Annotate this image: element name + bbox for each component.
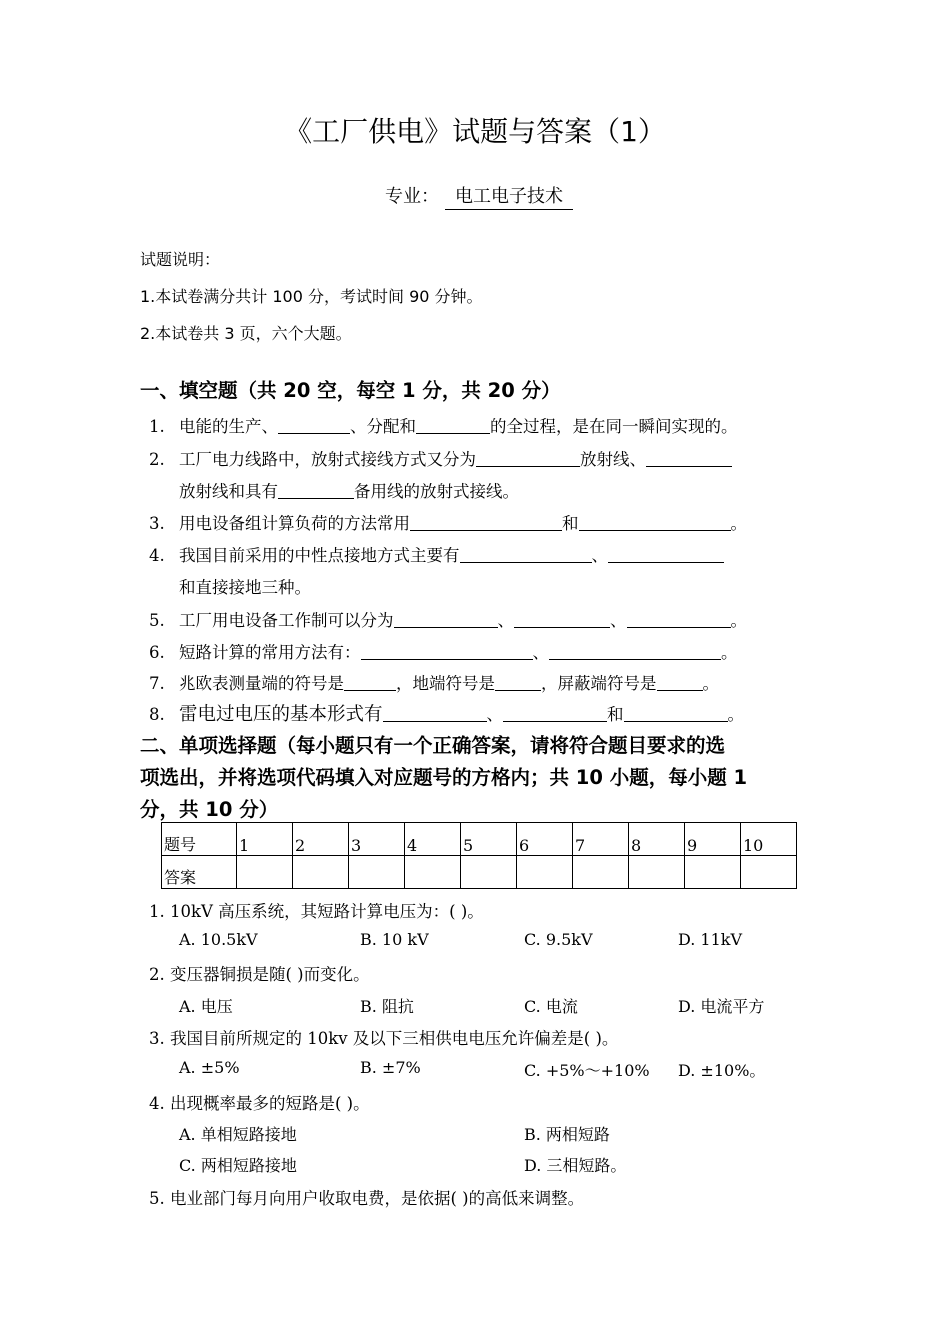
option: D. 三相短路。	[524, 1156, 627, 1175]
grid-number-cell: 6	[517, 823, 573, 856]
answer-blank[interactable]	[646, 450, 732, 467]
major-value: 电工电子技术	[445, 182, 573, 210]
section2-heading-line: 项选出，并将选项代码填入对应题号的方格内；共 10 小题，每小题 1	[140, 766, 748, 789]
answer-cell[interactable]	[461, 856, 517, 889]
answer-blank[interactable]	[549, 643, 721, 660]
fill-question-1: 1. 电能的生产、 、分配和 的全过程，是在同一瞬间实现的。	[149, 417, 738, 436]
question-number: 6.	[149, 643, 165, 662]
fill-question-8: 8. 雷电过电压的基本形式有 、 和 。	[149, 704, 745, 725]
option: B. 两相短路	[524, 1125, 610, 1144]
section1-heading: 一、填空题（共 20 空，每空 1 分，共 20 分）	[140, 379, 561, 402]
fill-question-2-continued: 放射线和具有 备用线的放射式接线。	[179, 482, 519, 501]
major-line	[385, 182, 573, 210]
option: C. 9.5kV	[524, 930, 593, 949]
answer-grid	[161, 822, 797, 889]
question-number: 4.	[149, 546, 165, 565]
fill-question-3: 3. 用电设备组计算负荷的方法常用 和 。	[149, 514, 747, 533]
answer-blank[interactable]	[495, 674, 541, 691]
answer-cell[interactable]	[405, 856, 461, 889]
section2-heading-line: 分，共 10 分）	[140, 798, 279, 821]
grid-number-cell: 4	[405, 823, 461, 856]
answer-blank[interactable]	[278, 482, 354, 499]
grid-row-answers	[162, 856, 797, 889]
answer-blank[interactable]	[278, 417, 350, 434]
fill-question-4-continued: 和直接接地三种。	[179, 578, 311, 597]
answer-blank[interactable]	[624, 705, 728, 722]
grid-row-numbers	[162, 823, 797, 856]
option: D. ±10%。	[678, 1061, 766, 1080]
option: B. 阻抗	[360, 997, 414, 1016]
answer-blank[interactable]	[460, 546, 592, 563]
answer-cell[interactable]	[517, 856, 573, 889]
option: A. 单相短路接地	[179, 1125, 297, 1144]
grid-answer-label: 答案	[162, 856, 237, 889]
answer-blank[interactable]	[608, 546, 724, 563]
answer-blank[interactable]	[627, 611, 731, 628]
mc-question-3: 3. 我国目前所规定的 10kv 及以下三相供电电压允许偏差是( )。	[149, 1029, 619, 1048]
question-number: 5.	[149, 611, 165, 630]
answer-blank[interactable]	[476, 450, 580, 467]
section2-heading-line: 二、单项选择题（每小题只有一个正确答案，请将符合题目要求的选	[140, 734, 726, 757]
option: C. +5%～+10%	[524, 1061, 650, 1080]
answer-cell[interactable]	[293, 856, 349, 889]
answer-cell[interactable]	[349, 856, 405, 889]
answer-cell[interactable]	[685, 856, 741, 889]
option: C. 电流	[524, 997, 578, 1016]
instruction-item: 2.本试卷共 3 页，六个大题。	[140, 324, 352, 343]
answer-cell[interactable]	[573, 856, 629, 889]
grid-number-cell: 8	[629, 823, 685, 856]
question-number: 1.	[149, 417, 165, 436]
fill-question-5: 5. 工厂用电设备工作制可以分为 、 、 。	[149, 611, 747, 630]
fill-question-2: 2. 工厂电力线路中，放射式接线方式又分为 放射线、	[149, 446, 732, 470]
mc-question-2: 2. 变压器铜损是随( )而变化。	[149, 965, 370, 984]
grid-header-label: 题号	[162, 823, 237, 856]
grid-number-cell: 10	[741, 823, 797, 856]
question-number: 2.	[149, 450, 165, 469]
mc-question-1: 1. 10kV 高压系统，其短路计算电压为：( )。	[149, 902, 484, 921]
page-title: 《工厂供电》试题与答案（1）	[284, 115, 666, 148]
answer-blank[interactable]	[344, 674, 396, 691]
option: A. 电压	[179, 997, 233, 1016]
answer-blank[interactable]	[579, 514, 731, 531]
instructions-heading: 试题说明：	[140, 250, 221, 269]
grid-number-cell: 5	[461, 823, 517, 856]
grid-number-cell: 9	[685, 823, 741, 856]
instruction-item: 1.本试卷满分共计 100 分，考试时间 90 分钟。	[140, 287, 483, 306]
answer-blank[interactable]	[394, 611, 498, 628]
answer-cell[interactable]	[629, 856, 685, 889]
major-label: 专业：	[385, 186, 439, 207]
grid-number-cell: 3	[349, 823, 405, 856]
option: D. 电流平方	[678, 997, 765, 1016]
answer-blank[interactable]	[361, 643, 533, 660]
question-number: 8.	[149, 705, 165, 724]
answer-blank[interactable]	[383, 705, 487, 722]
answer-blank[interactable]	[410, 514, 562, 531]
mc-question-5: 5. 电业部门每月向用户收取电费，是依据( )的高低来调整。	[149, 1189, 585, 1208]
option: D. 11kV	[678, 930, 743, 949]
grid-number-cell: 2	[293, 823, 349, 856]
mc-question-4: 4. 出现概率最多的短路是( )。	[149, 1094, 370, 1113]
answer-blank[interactable]	[657, 674, 703, 691]
fill-question-6: 6. 短路计算的常用方法有： 、 。	[149, 643, 738, 662]
answer-cell[interactable]	[237, 856, 293, 889]
option: B. 10 kV	[360, 930, 429, 949]
answer-cell[interactable]	[741, 856, 797, 889]
answer-blank[interactable]	[416, 417, 490, 434]
fill-question-4: 4. 我国目前采用的中性点接地方式主要有 、	[149, 542, 724, 566]
option: C. 两相短路接地	[179, 1156, 297, 1175]
question-number: 3.	[149, 514, 165, 533]
question-number: 7.	[149, 674, 165, 693]
option: B. ±7%	[360, 1058, 421, 1077]
grid-number-cell: 7	[573, 823, 629, 856]
grid-number-cell: 1	[237, 823, 293, 856]
answer-blank[interactable]	[514, 611, 610, 628]
option: A. ±5%	[179, 1058, 240, 1077]
fill-question-7: 7. 兆欧表测量端的符号是 ，地端符号是 ，屏蔽端符号是 。	[149, 674, 719, 693]
option: A. 10.5kV	[179, 930, 258, 949]
answer-blank[interactable]	[503, 705, 607, 722]
